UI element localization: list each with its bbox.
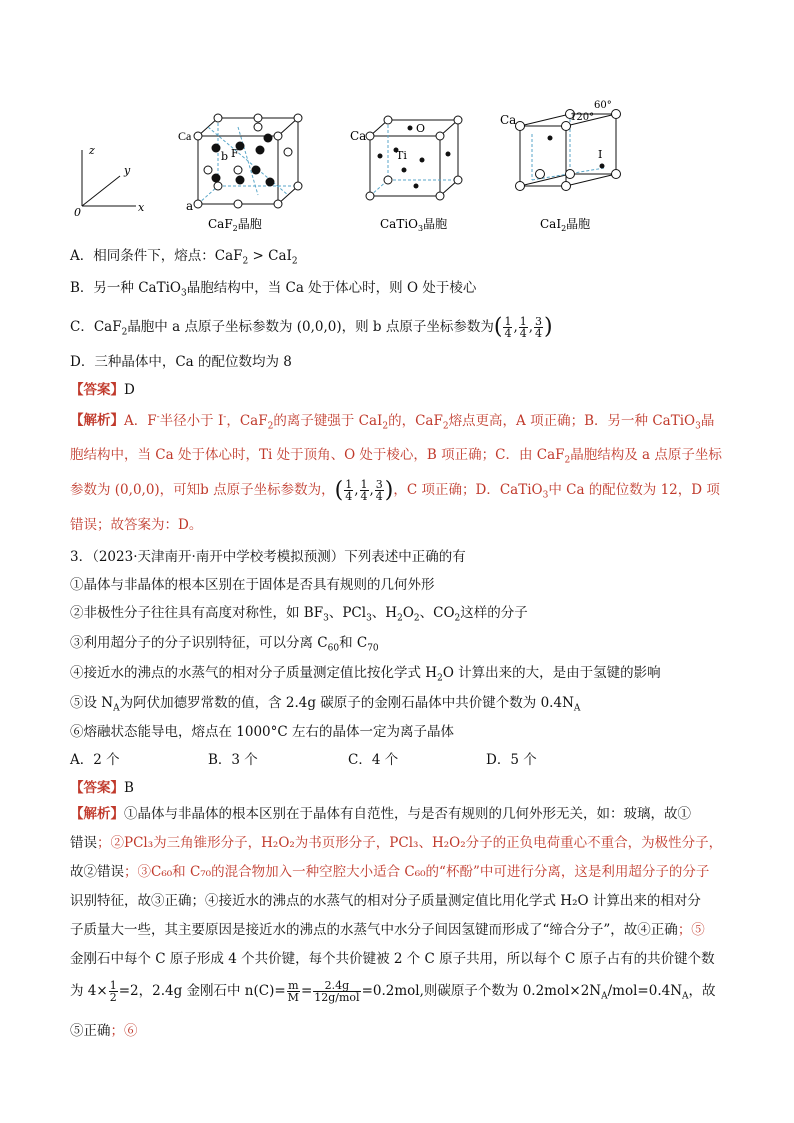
q3-option-c: C．4 个 [348, 752, 399, 768]
q3-statement-2: ②非极性分子往往具有高度对称性，如 $BF_3$、PCl$_3$、$H_2O_2$、$CO_2$这样的分子 [70, 605, 528, 624]
q2-analysis: 【解析】A．F-半径小于 I-，CaF$_2$的离子键强于 CaI$_2$的，CaF$_2$熔点更高，A 项正确；B．另一种 CaTiO$_3$晶胞结构中，当 Ca 处于体心时，Ti 处于顶角、O 处于棱心，B 项正确；C．由 CaF$_2$晶胞结构及 a 点原子坐标参数为 (0,0,0)，可知b 点原子坐标参数为，( $\frac{1}{4}$ , $\frac{1}{4}$ , $\frac{3}{4}$ )，C 项正确；D．CaTiO$_3$中 Ca 的配位数为 12，D 项错误；故答案为：D。 [70, 412, 722, 533]
q3-analysis-line3: 故②错误；③C₆₀和 C₇₀的混合物加入一种空腔大小适合 C₆₀的“杯酚”中可进行分离，这是利用超分子的分子 [70, 864, 710, 880]
cai2-i-label: I [598, 148, 603, 161]
cai2-angle-60: 60° [594, 100, 612, 111]
q3-answer: 【答案】B [70, 780, 134, 796]
q3-analysis-line2: 错误；②PCl₃为三角锥形分子，H₂O₂为书页形分子，PCl₃、H₂O₂分子的正负电荷重心不重合，为极性分子， [70, 835, 723, 851]
cai2-angle-120: 120° [570, 112, 595, 123]
q3-analysis-line4: 识别特征，故③正确；④接近水的沸点的水蒸气的相对分子质量测定值比用化学式 H₂O 计算出来的相对分 [70, 893, 701, 909]
cai2-caption: CaI$_2$晶胞 [540, 217, 591, 233]
caf2-cell [194, 114, 302, 208]
q3-options [70, 750, 537, 770]
q3-analysis [70, 800, 725, 1048]
q3-statement-4: ④接近水的沸点的水蒸气的相对分子质量测定值比按化学式 $H_2O$ 计算出来的大，是由于氢键的影响 [70, 665, 661, 684]
q2-option-b: B．另一种 CaTiO$_3$晶胞结构中，当 Ca 处于体心时，则 O 处于棱心 [70, 280, 477, 299]
caf2-f-label: F [231, 147, 239, 160]
q3-analysis-line5: 子质量大一些，其主要原因是接近水的沸点的水蒸气中水分子间因氢键而形成了“缔合分子”，故④正确；⑤ [70, 922, 705, 938]
q3-statement-6: ⑥熔融状态能导电，熔点在 1000°C 左右的晶体一定为离子晶体 [70, 724, 455, 740]
catio3-o-label: O [416, 122, 426, 135]
q3-statement-5: ⑤设 $N_A$为阿伏加德罗常数的值，含 2.4g 碳原子的金刚石晶体中共价键个数为 $0.4N_A$ [70, 695, 581, 714]
q3-option-d: D．5 个 [486, 752, 537, 768]
q2-option-c: C．CaF$_2$晶胞中 a 点原子坐标参数为 (0,0,0)，则 b 点原子坐标参数为( $\frac{1}{4}$ , $\frac{1}{4}$ , $\frac{3}{4}$ ) [70, 314, 553, 340]
q3-stem: 3．（2023·天津南开·南开中学校考模拟预测）下列表述中正确的有 [70, 549, 466, 565]
q2-option-a: A．相同条件下，熔点：CaF$_2$ > CaI$_2$ [70, 248, 298, 267]
cai2-cell [516, 110, 621, 191]
q3-analysis-line1: 【解析】①晶体与非晶体的根本区别在于晶体有自范性，与是否有规则的几何外形无关，如：玻璃，故① [70, 806, 691, 822]
q3-option-b: B．3 个 [208, 752, 258, 768]
axis-origin-label: 0 [74, 206, 81, 219]
crystal-cell-figures [70, 98, 670, 238]
q3-analysis-line7: 为 4× $\frac{1}{2}$ =2，2.4g 金刚石中 n(C)= $\frac{m}{M}$ = $\frac{2.4g}{\text{12g/mol}}$ =0.2mol,则碳原子个数为 $0.2mol\times 2N_A/mol=0.4N_A$，故⑤正确；⑥ [70, 979, 716, 1039]
caf2-caption: CaF$_2$晶胞 [208, 217, 262, 233]
q3-analysis-line6: 金刚石中每个 C 原子形成 4 个共价键，每个共价键被 2 个 C 原子共用，所以每个 C 原子占有的共价键个数 [70, 951, 715, 967]
cai2-ca-label: Ca [500, 113, 517, 127]
q3-option-a: A．2 个 [70, 752, 120, 768]
catio3-ca-label: Ca [350, 129, 367, 143]
catio3-caption: CaTiO$_3$晶胞 [380, 217, 448, 233]
caf2-ca-label: Ca [178, 129, 192, 143]
catio3-ti-label: Ti [396, 149, 407, 162]
q2-answer: 【答案】D [70, 382, 135, 398]
caf2-b-label: b [221, 150, 229, 163]
axes-figure [82, 150, 136, 206]
caf2-a-label: a [186, 199, 194, 213]
q3-statement-1: ①晶体与非晶体的根本区别在于固体是否具有规则的几何外形 [70, 577, 435, 593]
axis-y-label: y [124, 164, 131, 177]
catio3-cell [366, 116, 462, 200]
q3-statement-3: ③利用超分子的分子识别特征，可以分离 $C_{60}$和 $C_{70}$ [70, 635, 379, 654]
axis-x-label: x [138, 201, 145, 214]
q2-option-d: D．三种晶体中，Ca 的配位数均为 8 [70, 354, 292, 370]
axis-z-label: z [89, 144, 95, 157]
